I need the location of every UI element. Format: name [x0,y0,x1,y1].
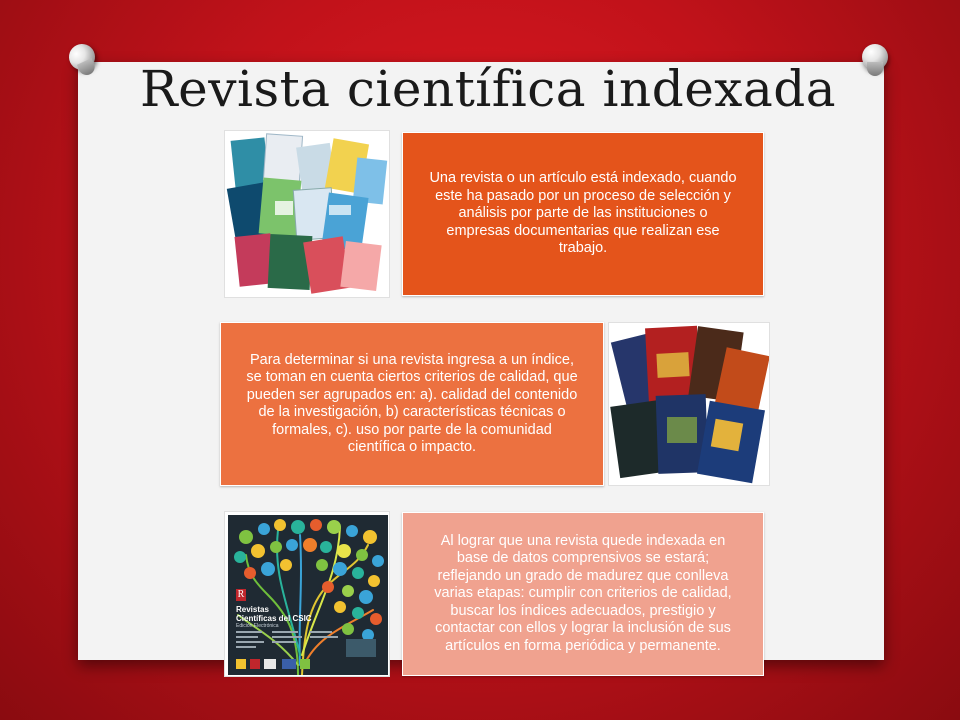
revista-covers-image [608,322,770,486]
paragraph-3: Al lograr que una revista quede indexada en base de datos comprensivos se estará; reflejando un grado de madurez que conlleva varias etapas: cumplir con criterios de calidad, buscar los índices adecuados, prestigio y contactar con ellos y lograr la inclusión de sus artículos en forma periódica y permanente. [434,532,732,654]
csic-journals-poster [224,511,390,677]
pushpin-left-icon [65,40,100,75]
slide-title: Revista científica indexada [140,60,837,118]
poster-tree-graphic [228,515,388,675]
text-box-quality-criteria [220,322,604,486]
journal-collage-image [224,130,390,298]
journal-collage-graphic [225,131,390,298]
revista-covers-graphic [609,323,770,486]
poster-title-line1: Revistas [236,605,269,614]
poster-panel [228,515,388,675]
poster-logo: R [237,589,245,600]
text-box-indexed-definition [402,132,764,296]
pushpin-right-icon [862,44,888,70]
poster-title-line2: Científicas del CSIC [236,614,312,623]
poster-subtitle: Edición Electrónica [236,623,279,629]
text-box-indexing-maturity [402,512,764,676]
paragraph-1: Una revista o un artículo está indexado, cuando este ha pasado por un proceso de selección y análisis por parte de las instituciones o empresas documentarias que realizan ese trabajo. [429,170,737,257]
paragraph-2: Para determinar si una revista ingresa a un índice, se toman en cuenta ciertos criterios de calidad, que pueden ser agrupados en: a). calidad del contenido de la investigación, b) características técnicas o formales, c). uso por parte de la comunidad científica o impacto. [246,351,578,455]
